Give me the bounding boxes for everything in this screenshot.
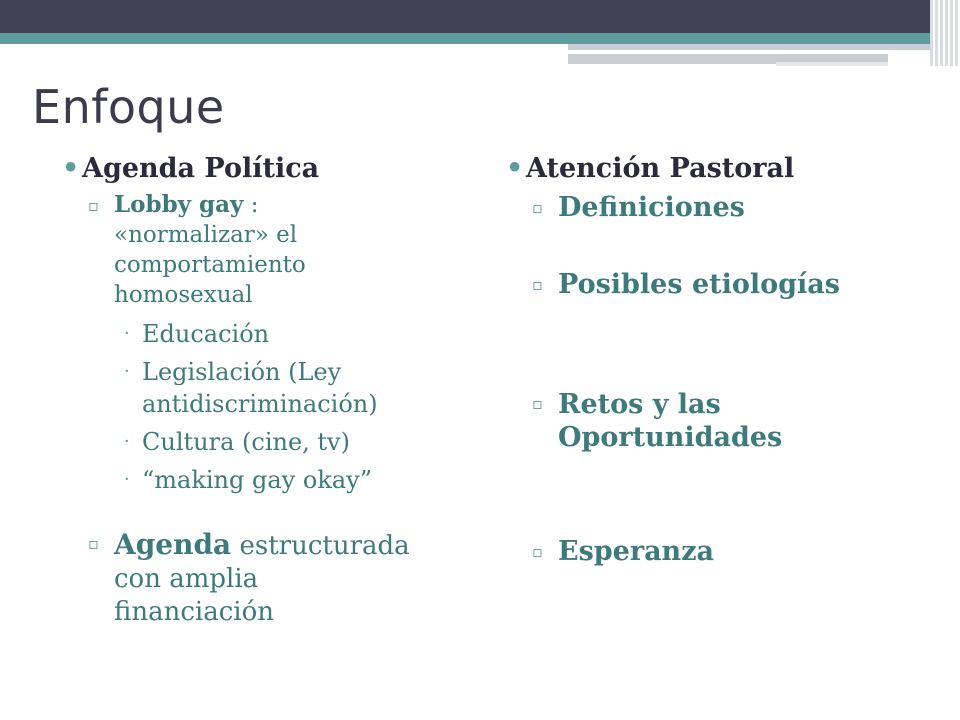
- agenda-label: Agenda: [114, 528, 232, 561]
- list-item-lobby: [62, 190, 462, 310]
- lobby-line3: comportamiento: [114, 252, 306, 278]
- square-bullet-icon: ▫: [532, 198, 543, 217]
- sub-item-text: Legislación (Ley: [142, 358, 342, 386]
- left-column: [62, 152, 462, 629]
- sub-item-text: Educación: [142, 320, 270, 348]
- header-gray-segment: [568, 44, 960, 50]
- header-teal-band: [0, 33, 960, 44]
- square-bullet-icon: ▫: [88, 534, 99, 553]
- lobby-line2: «normalizar» el: [114, 222, 298, 248]
- left-heading: [62, 152, 462, 186]
- sub-item-text: “making gay okay”: [142, 466, 372, 494]
- slide-title: Enfoque: [32, 80, 225, 134]
- dot-bullet-icon: ·: [124, 469, 130, 490]
- list-item-esperanza: [506, 536, 926, 571]
- left-heading-text: Agenda Política: [82, 153, 320, 184]
- header-stripes-decoration: [930, 0, 960, 66]
- lobby-line4: homosexual: [114, 282, 253, 308]
- item-text: Oportunidades: [558, 422, 783, 453]
- right-heading-text: Atención Pastoral: [526, 153, 795, 184]
- right-column: [506, 152, 926, 571]
- sub-item-making-gay: [62, 464, 462, 496]
- sub-item-educacion: [62, 318, 462, 350]
- list-item-agenda: [62, 528, 462, 629]
- sub-item-text: antidiscriminación): [142, 390, 378, 418]
- lobby-label: Lobby gay: [114, 191, 244, 218]
- item-text: Posibles etiologías: [558, 269, 840, 300]
- square-bullet-icon: ▫: [532, 542, 543, 561]
- dot-bullet-icon: ·: [124, 361, 130, 382]
- item-text: Definiciones: [558, 192, 745, 223]
- sub-item-text: Cultura (cine, tv): [142, 428, 350, 456]
- dot-bullet-icon: ·: [124, 323, 130, 344]
- item-text: Retos y las: [558, 389, 721, 420]
- list-item-etiologias: [506, 269, 926, 304]
- square-bullet-icon: ▫: [532, 394, 543, 413]
- header-gray-segment: [776, 62, 888, 66]
- agenda-line1-rest: estructurada: [231, 531, 410, 561]
- lobby-colon: :: [243, 192, 259, 218]
- list-item-definiciones: [506, 192, 926, 227]
- header-dark-bar: [0, 0, 960, 33]
- sub-item-cultura: [62, 426, 462, 458]
- bullet-icon: •: [62, 153, 80, 184]
- sub-item-legislacion: [62, 356, 462, 420]
- dot-bullet-icon: ·: [124, 431, 130, 452]
- right-heading: [506, 152, 926, 186]
- item-text: Esperanza: [558, 536, 715, 567]
- agenda-line2: con amplia: [114, 564, 259, 594]
- bullet-icon: •: [506, 153, 524, 184]
- list-item-retos: [506, 388, 926, 454]
- agenda-line3: financiación: [114, 597, 274, 627]
- square-bullet-icon: ▫: [532, 275, 543, 294]
- square-bullet-icon: ▫: [88, 196, 99, 215]
